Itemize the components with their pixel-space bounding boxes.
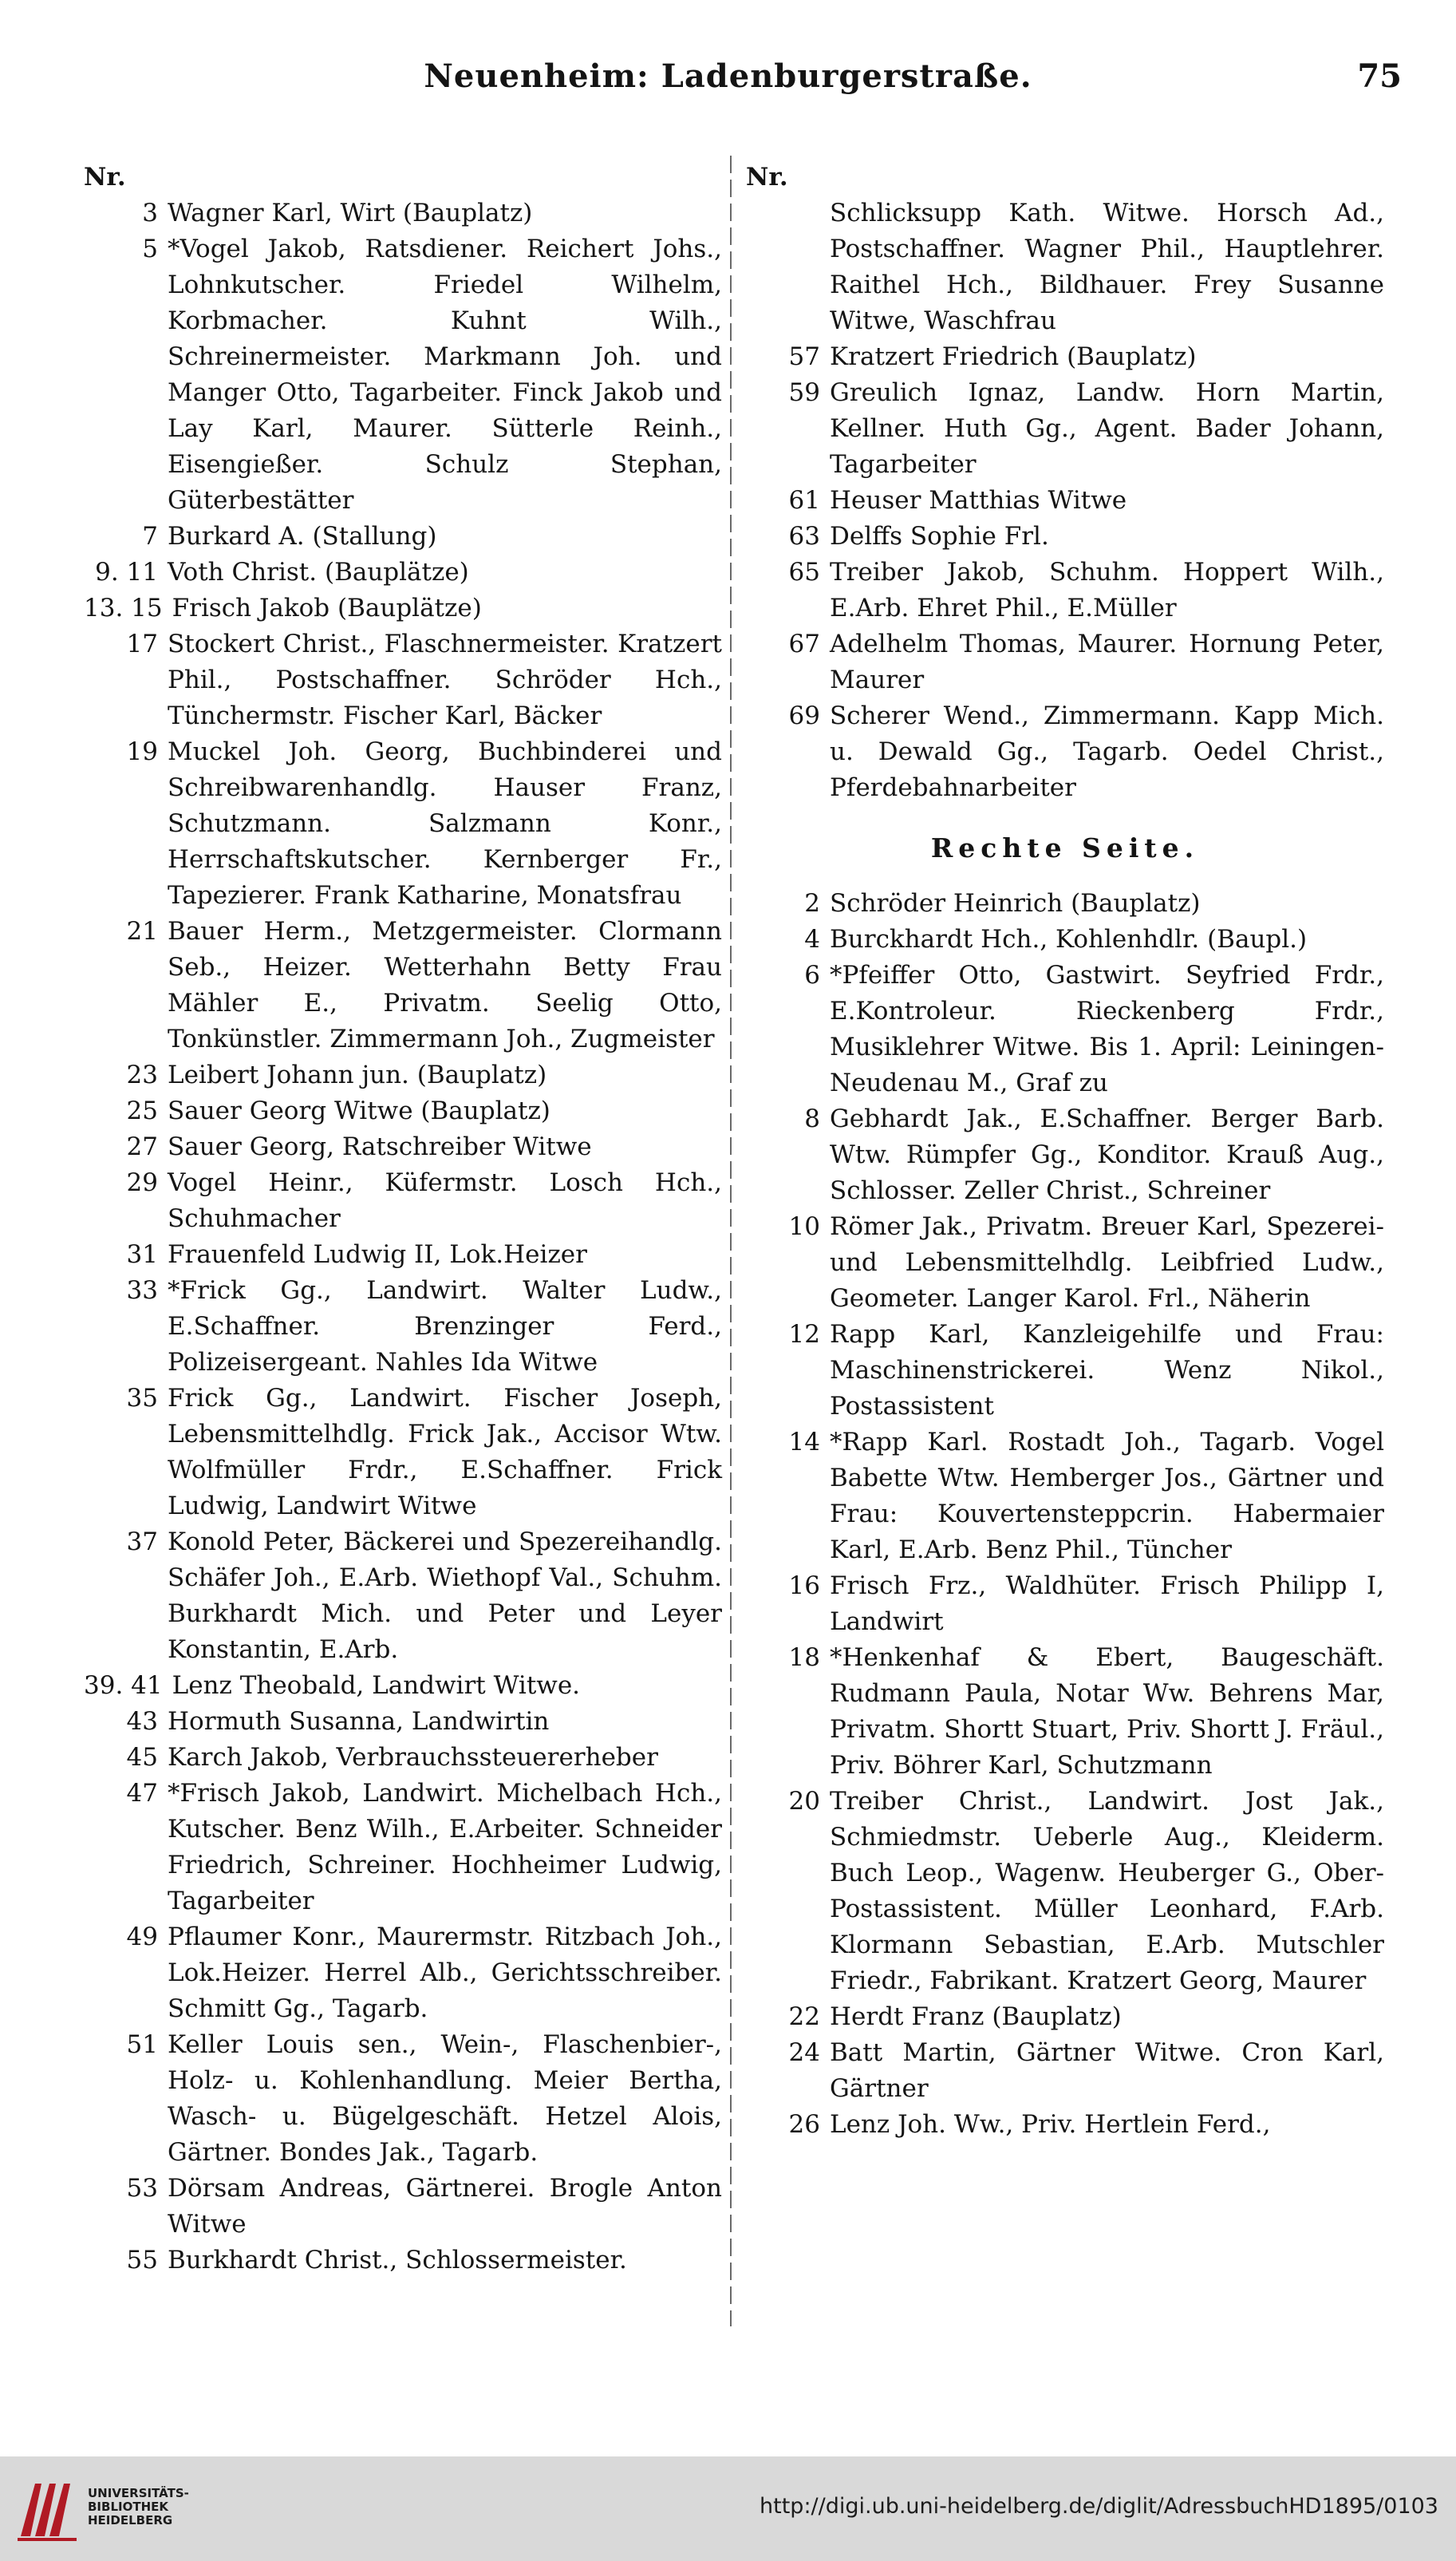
house-number: 59 [788, 378, 820, 407]
house-number: 14 [788, 1428, 820, 1456]
directory-entry [84, 1776, 722, 1919]
directory-entry [84, 1237, 722, 1273]
house-number: 37 [126, 1528, 158, 1556]
house-number: 47 [126, 1779, 158, 1808]
house-number: 26 [788, 2110, 820, 2139]
directory-entry [746, 698, 1384, 806]
entry-text: Kratzert Friedrich (Bauplatz) [830, 342, 1197, 371]
directory-entry [746, 1784, 1384, 1999]
house-number: 16 [788, 1571, 820, 1600]
footer-bar [0, 2456, 1456, 2561]
entry-text: Vogel Heinr., Küfermstr. Losch Hch., Schuhmacher [168, 1168, 722, 1233]
directory-entry [84, 734, 722, 914]
house-number: 22 [788, 2002, 820, 2031]
house-number: 31 [126, 1240, 158, 1269]
directory-entry [84, 1093, 722, 1129]
directory-entry [746, 626, 1384, 698]
entry-text: Lenz Theobald, Landwirt Witwe. [172, 1671, 581, 1700]
directory-entry [746, 1568, 1384, 1640]
directory-entry [746, 886, 1384, 922]
entry-text: Pflaumer Konr., Maurermstr. Ritzbach Joh., Lok.Heizer. Herrel Alb., Gerichtsschreiber. Schmitt Gg., Tagarb. [168, 1923, 722, 2023]
entry-text: *Henkenhaf & Ebert, Baugeschäft. Rudmann Paula, Notar Ww. Behrens Mar, Privatm. Shortt Stuart, Priv. Shortt J. Fräul., Priv. Böhrer Karl, Schutzmann [830, 1643, 1384, 1780]
directory-entry [84, 2243, 722, 2278]
library-name-line: BIBLIOTHEK [88, 2500, 168, 2514]
house-number: 25 [126, 1097, 158, 1125]
entry-text: Heuser Matthias Witwe [830, 486, 1127, 515]
entry-text: Burckhardt Hch., Kohlenhdlr. (Baupl.) [830, 925, 1308, 954]
entry-text: Stockert Christ., Flaschnermeister. Kratzert Phil., Postschaffner. Schröder Hch., Tünchermstr. Fischer Karl, Bäcker [168, 630, 722, 730]
entry-text: Frisch Jakob (Bauplätze) [172, 594, 482, 622]
house-number: 49 [126, 1923, 158, 1951]
house-number: 21 [126, 917, 158, 946]
house-number: 33 [126, 1276, 158, 1305]
directory-entry [746, 196, 1384, 339]
entry-text: Schröder Heinrich (Bauplatz) [830, 889, 1201, 918]
library-name-line: UNIVERSITÄTS- [88, 2486, 189, 2500]
entry-text: Frick Gg., Landwirt. Fischer Joseph, Lebensmittelhdlg. Frick Jak., Accisor Wtw. Wolfmüller Frdr., E.Schaffner. Frick Ludwig, Landwirt Witwe [168, 1384, 722, 1520]
house-number: 35 [126, 1384, 158, 1413]
source-url-link[interactable]: http://digi.ub.uni-heidelberg.de/diglit/AdressbuchHD1895/0103 [760, 2494, 1438, 2519]
house-number: 7 [142, 522, 158, 551]
directory-entry [84, 1919, 722, 2027]
entry-text: Rapp Karl, Kanzleigehilfe und Frau: Maschinenstrickerei. Wenz Nikol., Postassistent [830, 1320, 1384, 1421]
entry-text: Römer Jak., Privatm. Breuer Karl, Spezerei- und Lebensmittelhdlg. Leibfried Ludw., Geometer. Langer Karol. Frl., Näherin [830, 1212, 1384, 1313]
entry-text: Wagner Karl, Wirt (Bauplatz) [168, 199, 533, 227]
house-number: 19 [126, 737, 158, 766]
directory-entry [84, 1165, 722, 1237]
house-number [746, 196, 830, 339]
house-number: 6 [804, 961, 820, 990]
directory-entry [746, 1640, 1384, 1784]
university-library-logo-icon [14, 2472, 80, 2544]
directory-entry [84, 1704, 722, 1740]
house-number: 4 [804, 925, 820, 954]
house-number: 10 [788, 1212, 820, 1241]
house-number: 43 [126, 1707, 158, 1736]
left-entries-list [84, 196, 722, 2278]
entry-text: Burkard A. (Stallung) [168, 522, 437, 551]
directory-entry [746, 958, 1384, 1101]
entry-text: Adelhelm Thomas, Maurer. Hornung Peter, Maurer [830, 630, 1384, 694]
house-number: 51 [126, 2030, 158, 2059]
entry-text: Delffs Sophie Frl. [830, 522, 1049, 551]
directory-entry [746, 375, 1384, 483]
directory-entry [84, 591, 722, 626]
left-column [84, 160, 722, 2278]
library-name-line: HEIDELBERG [88, 2513, 173, 2527]
right-entries-list-2 [746, 886, 1384, 2143]
directory-entry [746, 1101, 1384, 1209]
directory-entry [84, 1524, 722, 1668]
entry-text: Leibert Johann jun. (Bauplatz) [168, 1061, 547, 1089]
entry-text: Schlicksupp Kath. Witwe. Horsch Ad., Postschaffner. Wagner Phil., Hauptlehrer. Raithel Hch., Bildhauer. Frey Susanne Witwe, Waschfrau [830, 199, 1384, 335]
directory-entry [746, 1999, 1384, 2035]
directory-entry [84, 1273, 722, 1381]
entry-text: Gebhardt Jak., E.Schaffner. Berger Barb. Wtw. Rümpfer Gg., Konditor. Krauß Aug., Schlosser. Zeller Christ., Schreiner [830, 1105, 1384, 1205]
directory-entry [746, 339, 1384, 375]
entry-text: Lenz Joh. Ww., Priv. Hertlein Ferd., [830, 2110, 1271, 2139]
house-number: 27 [126, 1132, 158, 1161]
entry-text: Frauenfeld Ludwig II, Lok.Heizer [168, 1240, 587, 1269]
directory-entry [84, 555, 722, 591]
entry-text: Batt Martin, Gärtner Witwe. Cron Karl, Gärtner [830, 2038, 1384, 2103]
house-number: 2 [804, 889, 820, 918]
directory-entry [84, 519, 722, 555]
entry-text: Keller Louis sen., Wein-, Flaschenbier-, Holz- u. Kohlenhandlung. Meier Bertha, Wasch- u. Bügelgeschäft. Hetzel Alois, Gärtner. Bondes Jak., Tagarb. [168, 2030, 722, 2167]
directory-entry [746, 555, 1384, 626]
directory-entry [746, 519, 1384, 555]
house-number: 9. 11 [95, 558, 158, 587]
entry-text: Burkhardt Christ., Schlossermeister. [168, 2246, 627, 2274]
entry-text: Voth Christ. (Bauplätze) [168, 558, 469, 587]
entry-text: *Vogel Jakob, Ratsdiener. Reichert Johs., Lohnkutscher. Friedel Wilhelm, Korbmacher. Kuhnt Wilh., Schreinermeister. Markmann Joh. und Manger Otto, Tagarbeiter. Finck Jakob und Lay Karl, Maurer. Sütterle Reinh., Eisengießer. Schulz Stephan, Güterbestätter [168, 235, 722, 515]
page-number: 75 [1357, 57, 1402, 95]
right-column [746, 160, 1384, 2143]
house-number: 61 [788, 486, 820, 515]
directory-entry [746, 922, 1384, 958]
entry-text: Herdt Franz (Bauplatz) [830, 2002, 1122, 2031]
house-number: 13. 15 [84, 594, 163, 622]
directory-entry [84, 1381, 722, 1524]
directory-entry [84, 231, 722, 519]
house-number: 17 [126, 630, 158, 658]
right-entries-list [746, 196, 1384, 806]
house-number: 53 [126, 2174, 158, 2203]
entry-text: Bauer Herm., Metzgermeister. Clormann Seb., Heizer. Wetterhahn Betty Frau Mähler E., Privatm. Seelig Otto, Tonkünstler. Zimmermann Joh., Zugmeister [168, 917, 722, 1053]
house-number: 8 [804, 1105, 820, 1133]
entry-text: Sauer Georg, Ratschreiber Witwe [168, 1132, 592, 1161]
house-number: 5 [142, 235, 158, 263]
entry-text: Treiber Christ., Landwirt. Jost Jak., Schmiedmstr. Ueberle Aug., Kleiderm. Buch Leop., Wagenw. Heuberger G., Ober-Postassistent. Müller Leonhard, F.Arb. Klormann Sebastian, E.Arb. Mutschler Friedr., Fabrikant. Kratzert Georg, Maurer [830, 1787, 1384, 1995]
entry-text: Hormuth Susanna, Landwirtin [168, 1707, 550, 1736]
house-number: 20 [788, 1787, 820, 1816]
directory-entry [84, 1740, 722, 1776]
entry-text: *Pfeiffer Otto, Gastwirt. Seyfried Frdr., E.Kontroleur. Rieckenberg Frdr., Musiklehrer Witwe. Bis 1. April: Leiningen-Neudenau M., Graf zu [830, 961, 1384, 1097]
directory-entry [746, 1209, 1384, 1317]
directory-entry [746, 483, 1384, 519]
directory-entry [84, 196, 722, 231]
page-title: Neuenheim: Ladenburgerstraße. [424, 57, 1032, 95]
house-number: 3 [142, 199, 158, 227]
house-number: 65 [788, 558, 820, 587]
entry-text: *Frisch Jakob, Landwirt. Michelbach Hch., Kutscher. Benz Wilh., E.Arbeiter. Schneider Friedrich, Schreiner. Hochheimer Ludwig, Tagarbeiter [168, 1779, 722, 1915]
house-number: 57 [788, 342, 820, 371]
directory-entry [84, 2027, 722, 2171]
directory-entry [84, 2171, 722, 2243]
house-number: 29 [126, 1168, 158, 1197]
entry-text: Karch Jakob, Verbrauchssteuererheber [168, 1743, 658, 1772]
directory-entry [746, 1317, 1384, 1425]
directory-entry [84, 626, 722, 734]
section-title: Rechte Seite. [930, 832, 1200, 864]
house-number: 39. 41 [84, 1671, 163, 1700]
entry-text: Scherer Wend., Zimmermann. Kapp Mich. u. Dewald Gg., Tagarb. Oedel Christ., Pferdebahnarbeiter [830, 702, 1384, 802]
house-number: 12 [788, 1320, 820, 1349]
column-divider [730, 156, 732, 2326]
house-number: 55 [126, 2246, 158, 2274]
directory-entry [84, 1057, 722, 1093]
entry-text: Dörsam Andreas, Gärtnerei. Brogle Anton Witwe [168, 2174, 722, 2239]
entry-text: *Rapp Karl. Rostadt Joh., Tagarb. Vogel Babette Wtw. Hemberger Jos., Gärtner und Frau: Kouvertensteppcrin. Habermaier Karl, E.Arb. Benz Phil., Tüncher [830, 1428, 1384, 1564]
entry-text: Frisch Frz., Waldhüter. Frisch Philipp I, Landwirt [830, 1571, 1384, 1636]
entry-text: Sauer Georg Witwe (Bauplatz) [168, 1097, 550, 1125]
library-name [88, 2487, 189, 2527]
directory-entry [746, 2035, 1384, 2107]
house-number: 24 [788, 2038, 820, 2067]
house-number: 23 [126, 1061, 158, 1089]
nr-label: Nr. [84, 163, 126, 192]
house-number: 45 [126, 1743, 158, 1772]
directory-entry [84, 1668, 722, 1704]
directory-entry [746, 1425, 1384, 1568]
directory-entry [84, 914, 722, 1057]
entry-text: Muckel Joh. Georg, Buchbinderei und Schreibwarenhandlg. Hauser Franz, Schutzmann. Salzmann Konr., Herrschaftskutscher. Kernberger Fr., Tapezierer. Frank Katharine, Monatsfrau [168, 737, 722, 910]
house-number: 63 [788, 522, 820, 551]
entry-text: *Frick Gg., Landwirt. Walter Ludw., E.Schaffner. Brenzinger Ferd., Polizeisergeant. Nahles Ida Witwe [168, 1276, 722, 1377]
directory-entry [84, 1129, 722, 1165]
house-number: 67 [788, 630, 820, 658]
entry-text: Treiber Jakob, Schuhm. Hoppert Wilh., E.Arb. Ehret Phil., E.Müller [830, 558, 1384, 622]
house-number: 69 [788, 702, 820, 730]
entry-text: Greulich Ignaz, Landw. Horn Martin, Kellner. Huth Gg., Agent. Bader Johann, Tagarbeiter [830, 378, 1384, 479]
nr-label: Nr. [746, 163, 788, 192]
page-header [0, 57, 1456, 105]
house-number: 18 [788, 1643, 820, 1672]
entry-text: Konold Peter, Bäckerei und Spezereihandlg. Schäfer Joh., E.Arb. Wiethopf Val., Schuhm. Burkhardt Mich. und Peter und Leyer Konstantin, E.Arb. [168, 1528, 722, 1664]
directory-entry [746, 2107, 1384, 2143]
